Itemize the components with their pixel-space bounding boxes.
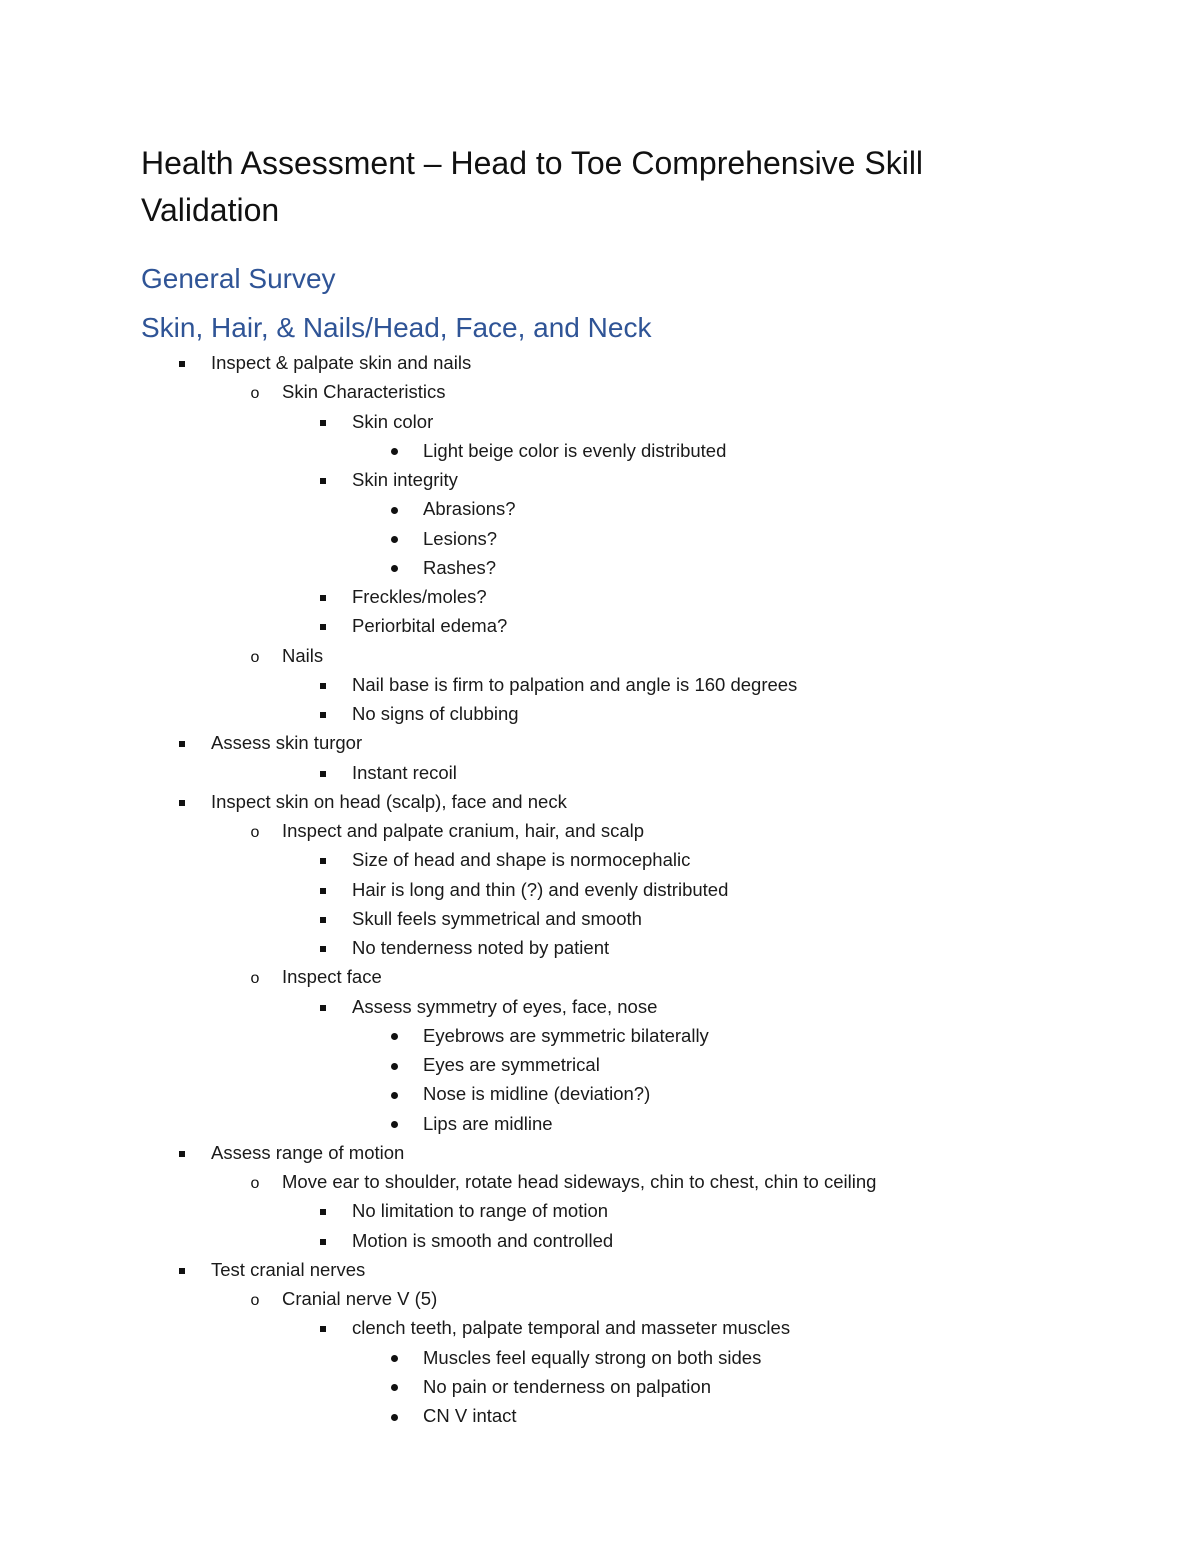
list-item xyxy=(0,1196,1200,1225)
list-item-text: Inspect skin on head (scalp), face and neck xyxy=(211,790,567,812)
list-item-text: No pain or tenderness on palpation xyxy=(423,1375,711,1397)
page-title: Health Assessment – Head to Toe Comprehensive Skill Validation xyxy=(141,145,924,228)
list-item-text: Assess range of motion xyxy=(211,1141,405,1163)
list-item-text: Inspect and palpate cranium, hair, and scalp xyxy=(282,820,645,841)
list-item-text: Eyes are symmetrical xyxy=(423,1054,600,1075)
dot-bullet-icon xyxy=(387,1021,401,1050)
dot-bullet-icon xyxy=(387,436,401,465)
dot-bullet-icon xyxy=(387,494,401,523)
square-bullet-icon xyxy=(316,1196,330,1225)
list-item xyxy=(0,1167,1200,1196)
dot-bullet-icon xyxy=(387,553,401,582)
list-item-text: No tenderness noted by patient xyxy=(352,937,610,958)
list-item xyxy=(0,1401,1200,1430)
list-item xyxy=(0,845,1200,874)
circle-bullet-icon: o xyxy=(250,824,260,841)
list-item xyxy=(0,816,1200,845)
list-item-text: Nails xyxy=(282,644,324,666)
assessment-outline xyxy=(0,348,1200,1430)
square-bullet-icon xyxy=(316,904,330,933)
list-item-text: Inspect & palpate skin and nails xyxy=(211,352,472,373)
list-item-text: Abrasions? xyxy=(423,498,516,520)
list-item-text: Assess symmetry of eyes, face, nose xyxy=(352,995,658,1017)
list-item-text: Skull feels symmetrical and smooth xyxy=(352,907,642,929)
dot-bullet-icon xyxy=(387,524,401,553)
square-bullet-icon xyxy=(316,699,330,728)
square-bullet-icon xyxy=(316,992,330,1021)
list-item xyxy=(0,407,1200,436)
list-item xyxy=(0,524,1200,553)
list-item-text: Periorbital edema? xyxy=(352,615,508,637)
dot-bullet-icon xyxy=(387,1401,401,1430)
list-item xyxy=(0,494,1200,523)
list-item-text: Hair is long and thin (?) and evenly distributed xyxy=(352,878,729,900)
list-item-text: Skin Characteristics xyxy=(282,381,446,403)
square-bullet-icon xyxy=(175,728,189,757)
square-bullet-icon xyxy=(316,670,330,699)
list-item xyxy=(0,1372,1200,1401)
circle-bullet-icon: o xyxy=(250,970,260,988)
list-item-text: clench teeth, palpate temporal and masseter muscles xyxy=(352,1317,791,1339)
square-bullet-icon xyxy=(316,875,330,904)
dot-bullet-icon xyxy=(387,1079,401,1108)
list-item xyxy=(0,904,1200,933)
list-item-text: Size of head and shape is normocephalic xyxy=(352,849,691,871)
square-bullet-icon xyxy=(316,758,330,787)
list-item xyxy=(0,1343,1200,1372)
list-item xyxy=(0,875,1200,904)
square-bullet-icon xyxy=(175,787,189,816)
list-item xyxy=(0,582,1200,611)
list-item xyxy=(0,1284,1200,1313)
square-bullet-icon xyxy=(316,1226,330,1255)
list-item-text: Skin integrity xyxy=(352,469,458,490)
list-item-text: Assess skin turgor xyxy=(211,732,363,754)
square-bullet-icon xyxy=(316,611,330,640)
square-bullet-icon xyxy=(175,1138,189,1167)
list-item xyxy=(0,553,1200,582)
list-item-text: Rashes? xyxy=(423,556,497,578)
list-item xyxy=(0,1255,1200,1284)
list-item-text: Eyebrows are symmetric bilaterally xyxy=(423,1024,709,1046)
dot-bullet-icon xyxy=(387,1109,401,1138)
dot-bullet-icon xyxy=(387,1372,401,1401)
list-item xyxy=(0,611,1200,640)
list-item xyxy=(0,670,1200,699)
list-item xyxy=(0,377,1200,406)
list-item xyxy=(0,348,1200,377)
list-item xyxy=(0,1109,1200,1138)
heading-skin-hair-nails: Skin, Hair, & Nails/Head, Face, and Neck xyxy=(141,312,652,343)
circle-bullet-icon: o xyxy=(250,648,260,666)
list-item-text: Move ear to shoulder, rotate head sideways, chin to chest, chin to ceiling xyxy=(282,1171,877,1192)
square-bullet-icon xyxy=(316,465,330,494)
square-bullet-icon xyxy=(316,407,330,436)
list-item xyxy=(0,962,1200,991)
list-item-text: Motion is smooth and controlled xyxy=(352,1229,614,1251)
list-item xyxy=(0,1138,1200,1167)
list-item-text: No limitation to range of motion xyxy=(352,1200,609,1222)
square-bullet-icon xyxy=(175,348,189,377)
list-item-text: Cranial nerve V (5) xyxy=(282,1288,438,1309)
circle-bullet-icon: o xyxy=(250,385,260,403)
list-item xyxy=(0,758,1200,787)
list-item xyxy=(0,728,1200,757)
list-item-text: Lips are midline xyxy=(423,1112,553,1134)
list-item-text: Muscles feel equally strong on both sides xyxy=(423,1346,762,1368)
list-item xyxy=(0,787,1200,816)
list-item-text: Lesions? xyxy=(423,527,498,549)
list-item-text: No signs of clubbing xyxy=(352,703,519,724)
list-item-text: Test cranial nerves xyxy=(211,1258,366,1280)
heading-general-survey: General Survey xyxy=(141,263,336,294)
list-item-text: Light beige color is evenly distributed xyxy=(423,439,727,461)
list-item-text: Instant recoil xyxy=(352,761,457,783)
square-bullet-icon xyxy=(316,582,330,611)
list-item xyxy=(0,465,1200,494)
circle-bullet-icon: o xyxy=(250,1292,260,1309)
list-item xyxy=(0,992,1200,1021)
list-item-text: Skin color xyxy=(352,410,434,432)
square-bullet-icon xyxy=(316,845,330,874)
list-item xyxy=(0,1226,1200,1255)
list-item-text: Inspect face xyxy=(282,966,382,988)
list-item xyxy=(0,1021,1200,1050)
dot-bullet-icon xyxy=(387,1343,401,1372)
list-item-text: Freckles/moles? xyxy=(352,586,487,607)
circle-bullet-icon: o xyxy=(250,1175,260,1192)
list-item xyxy=(0,641,1200,670)
list-item-text: Nail base is firm to palpation and angle is 160 degrees xyxy=(352,673,798,695)
list-item xyxy=(0,1050,1200,1079)
list-item-text: Nose is midline (deviation?) xyxy=(423,1083,651,1105)
dot-bullet-icon xyxy=(387,1050,401,1079)
square-bullet-icon xyxy=(316,933,330,962)
list-item xyxy=(0,1313,1200,1342)
square-bullet-icon xyxy=(175,1255,189,1284)
square-bullet-icon xyxy=(316,1313,330,1342)
list-item xyxy=(0,699,1200,728)
list-item xyxy=(0,933,1200,962)
list-item xyxy=(0,1079,1200,1108)
list-item-text: CN V intact xyxy=(423,1405,517,1426)
list-item xyxy=(0,436,1200,465)
